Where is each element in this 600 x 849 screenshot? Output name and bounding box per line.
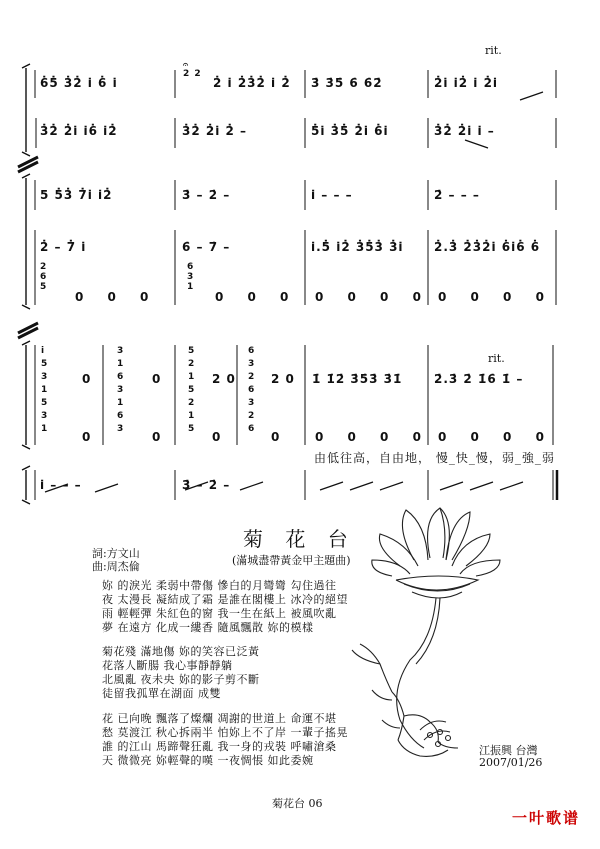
- chord-note: 1: [117, 359, 125, 369]
- s1-top-m4: 2̇i̇ i̇2̇ i̇ 2̇i̇: [434, 76, 499, 90]
- chord-note: 6: [117, 411, 125, 421]
- chord-note: 3: [117, 424, 125, 434]
- s1-bot-m4: 3̇2̇ 2̇i̇ i̇ –: [434, 124, 495, 138]
- chord-note: 6: [117, 372, 125, 382]
- song-title: 菊 花 台: [243, 527, 356, 551]
- song-subtitle: (滿城盡帶黃金甲主題曲): [232, 554, 351, 567]
- chord-note: 3: [117, 385, 125, 395]
- chord-note: 5: [41, 398, 49, 408]
- chord-note: 5: [40, 282, 48, 292]
- s2-mid-m1: 2̇ – 7̇ i̇: [40, 240, 87, 254]
- page-footer: 菊花台 06: [272, 797, 323, 810]
- chord-note: 2: [188, 359, 196, 369]
- s3-low-m2: 3̇ – 2̇ –: [182, 478, 231, 492]
- rit-mark-2: rit.: [488, 352, 505, 365]
- chord-note: 3: [248, 359, 256, 369]
- chord-note: 3: [248, 398, 256, 408]
- lyric-line: 北風亂 夜未央 妳的影子剪不斷: [102, 673, 260, 686]
- s2-mid-m2: 6̇ – 7̇ –: [182, 240, 231, 254]
- s1-bot-m2: 3̇2̇ 2̇i̇ 2̇ –: [182, 124, 248, 138]
- chord-note: 3: [41, 411, 49, 421]
- s3-rest-3: 2 0: [212, 372, 236, 386]
- s3-rest-1: 0: [82, 372, 92, 386]
- s3-bot-m6: 0 0 0 0: [438, 430, 545, 444]
- s3-bot-m5: 0 0 0 0: [315, 430, 422, 444]
- chord-note: 3: [187, 272, 195, 282]
- lyric-line: 誰 的江山 馬蹄聲狂亂 我一身的戎裝 呼嘯滄桑: [102, 740, 337, 753]
- s3-top-m5: 1̇ 1̇2̇ 3̇5̇3̇ 3̇1̇: [312, 372, 403, 386]
- lyric-line: 妳 的淚光 柔弱中帶傷 慘白的月彎彎 勾住過往: [102, 579, 337, 592]
- s2-bot-m1: 0 0 0: [75, 290, 150, 304]
- lyricist: 詞:方文山: [92, 547, 140, 560]
- s3-low-m1: i̇ – – –: [40, 478, 82, 492]
- s1-bot-m3: 5̇i̇ 3̇5̇ 2̇i̇ 6̇i̇: [311, 124, 389, 138]
- s2-top-m1: 5 5̇3̇ 7̇i̇ i̇2̇: [40, 188, 113, 202]
- s2-bot-m2: 0 0 0: [215, 290, 290, 304]
- chord-note: 5: [41, 359, 49, 369]
- s2-top-m3: i̇ – – –: [311, 188, 353, 202]
- chord-note: 3: [117, 346, 125, 356]
- chord-note: 1: [117, 398, 125, 408]
- lyric-line: 花 已向晚 飄落了燦爛 凋謝的世道上 命運不堪: [102, 712, 337, 725]
- composer: 曲:周杰倫: [92, 560, 140, 573]
- chord-note: 6: [248, 385, 256, 395]
- chord-note: 1: [41, 385, 49, 395]
- s3-rest-4: 2 0: [271, 372, 295, 386]
- s1-bot-m1: 3̇2̇ 2̇i̇ i̇6̇ i̇2̇: [40, 124, 118, 138]
- performance-direction: 由低往高，自由地， 慢_快_慢，弱_強_弱: [314, 451, 555, 465]
- arrangement-date: 2007/01/26: [479, 756, 543, 769]
- lyric-line: 菊花殘 滿地傷 妳的笑容已泛黃: [102, 645, 260, 658]
- chord-note: 3: [41, 372, 49, 382]
- watermark-logo: 一叶歌谱: [512, 809, 581, 827]
- s3-chord-3: [188, 345, 196, 436]
- s1-top-m3: 3̇ 3̇5̇ 6̇ 6̇2̇: [311, 76, 383, 90]
- chord-note: 6: [248, 424, 256, 434]
- lyric-line: 花落人斷腸 我心事靜靜躺: [102, 659, 233, 672]
- chord-note: 6: [187, 262, 195, 272]
- lyric-line: 夢 在遠方 化成一縷香 隨風飄散 妳的模樣: [102, 621, 314, 634]
- s2-bot-m3: 0 0 0 0: [315, 290, 422, 304]
- arranger-credit: 江振興 台灣: [479, 744, 538, 757]
- chord-note: 2: [248, 411, 256, 421]
- chord-note: 6: [248, 346, 256, 356]
- s3-chord-2: [117, 345, 125, 436]
- chord-note: 2: [248, 372, 256, 382]
- s1-top-m2: 2̇ i̇ 2̇3̇2̇ i̇ 2̇: [213, 76, 291, 90]
- lyric-line: 徒留我孤單在湖面 成雙: [102, 687, 221, 700]
- time-signature: 2 2: [183, 69, 202, 79]
- s2-top-m2: 3̇ – 2̇ –: [182, 188, 231, 202]
- s1-top-m1: 6̇5̇ 3̇2̇ i̇ 6̇ i̇: [40, 76, 118, 90]
- s3-chord-1: [41, 345, 49, 436]
- s3-chord-4: [248, 345, 256, 436]
- chord-note: 6: [40, 272, 48, 282]
- s3-rest-2: 0: [152, 372, 162, 386]
- chord-note: 5: [188, 424, 196, 434]
- chord-note: i: [41, 346, 46, 356]
- chord-note: 5: [188, 385, 196, 395]
- chord-note: 1: [188, 411, 196, 421]
- s2-mid-m3: i̇.5̇ i̇2̇ 3̇5̇3̇ 3̇i̇: [311, 240, 404, 254]
- lyric-line: 雨 輕輕彈 朱紅色的窗 我一生在紙上 被風吹亂: [102, 607, 337, 620]
- chord-note: 2: [188, 398, 196, 408]
- lyric-line: 夜 太漫長 凝結成了霜 是誰在閣樓上 冰冷的絕望: [102, 593, 348, 606]
- lyric-line: 愁 莫渡江 秋心拆兩半 怕妳上不了岸 一輩子搖晃: [102, 726, 348, 739]
- s3-bot-3: 0: [212, 430, 222, 444]
- s2-chord-1: [40, 262, 48, 292]
- chord-note: 1: [187, 282, 195, 292]
- chord-note: 1: [188, 372, 196, 382]
- s3-bot-4: 0: [271, 430, 281, 444]
- s2-top-m4: 2̇ – – –: [434, 188, 480, 202]
- chord-note: 5: [188, 346, 196, 356]
- lyric-line: 天 微微亮 妳輕聲的嘆 一夜惆悵 如此委婉: [102, 754, 314, 767]
- s2-mid-m4: 2̇.3̇ 2̇3̇2̇i̇ 6̇i̇6̇ 6̇: [434, 240, 541, 254]
- s3-bot-2: 0: [152, 430, 162, 444]
- rit-mark: rit.: [485, 44, 502, 57]
- fermata-mark: 𝄐: [183, 60, 190, 70]
- s3-bot-1: 0: [82, 430, 92, 444]
- s2-chord-2: [187, 262, 195, 292]
- chord-note: 2: [40, 262, 48, 272]
- s3-top-m6: 2̇.3̇ 2̇ 1̇6̇ 1̇ –: [434, 372, 524, 386]
- chord-note: 1: [41, 424, 49, 434]
- s2-bot-m4: 0 0 0 0: [438, 290, 545, 304]
